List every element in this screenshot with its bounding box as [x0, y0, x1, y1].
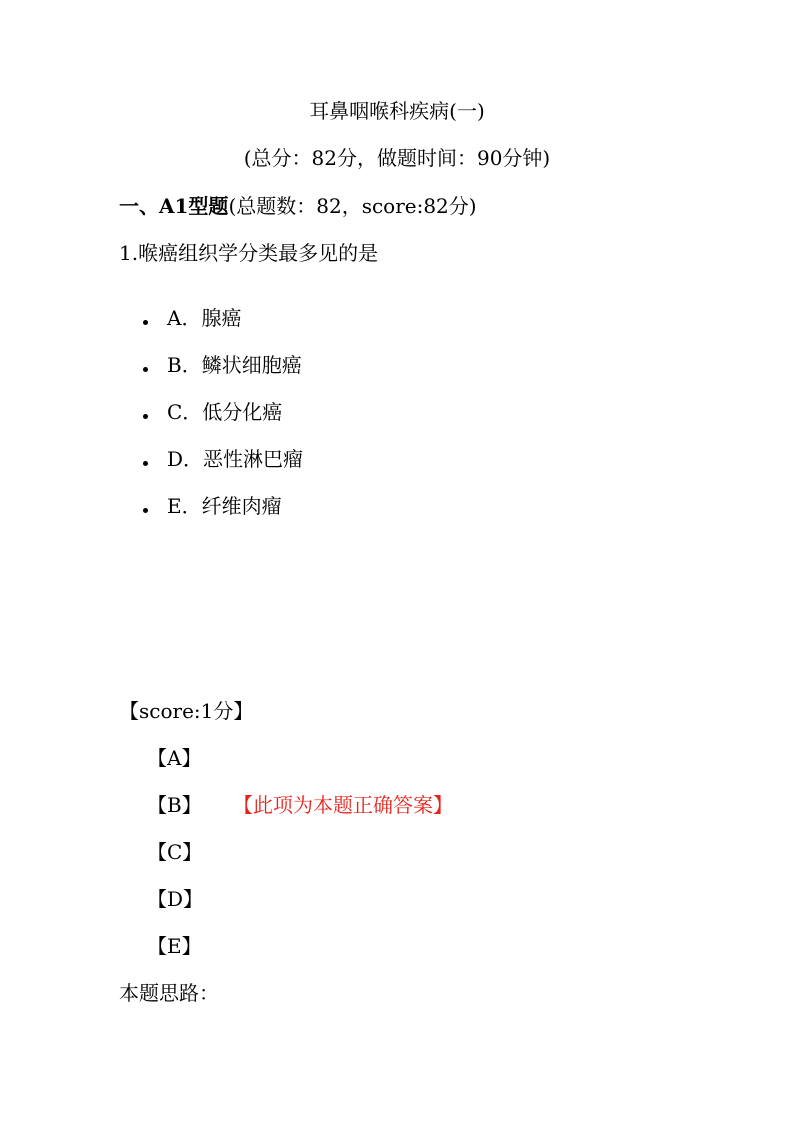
answer-row-d — [147, 889, 203, 936]
answer-key: 【C】 — [147, 840, 203, 864]
answer-list — [147, 746, 453, 983]
document-subtitle: (总分：82分，做题时间：90分钟) — [243, 146, 551, 170]
option-item-b — [143, 355, 303, 402]
option-item-d — [143, 449, 303, 496]
bullet-icon — [143, 414, 148, 419]
option-list — [143, 308, 303, 543]
option-label: C．低分化癌 — [167, 400, 283, 424]
answer-key: 【A】 — [147, 746, 202, 770]
option-item-c — [143, 402, 303, 449]
answer-key: 【B】 — [147, 793, 202, 817]
option-label: E．纤维肉瘤 — [167, 494, 282, 518]
answer-row-c — [147, 842, 203, 889]
option-label: A．腺癌 — [167, 306, 242, 330]
section-heading — [119, 196, 477, 216]
answer-key: 【D】 — [147, 887, 204, 911]
section-heading-info: (总题数：82，score:82分) — [228, 194, 477, 218]
question-score: 【score:1分】 — [119, 699, 254, 723]
answer-key: 【E】 — [147, 934, 202, 958]
option-label: D．恶性淋巴瘤 — [167, 447, 304, 471]
question-text: 1.喉癌组织学分类最多见的是 — [119, 241, 379, 265]
explanation-label: 本题思路： — [119, 981, 219, 1005]
bullet-icon — [143, 320, 148, 325]
option-item-e — [143, 496, 303, 543]
bullet-icon — [143, 367, 148, 372]
answer-row-b — [147, 793, 453, 842]
option-label: B．鳞状细胞癌 — [167, 353, 302, 377]
document-title: 耳鼻咽喉科疾病(一) — [309, 99, 485, 123]
bullet-icon — [143, 508, 148, 513]
bullet-icon — [143, 461, 148, 466]
section-heading-type: 一、A1型题 — [119, 194, 229, 218]
option-item-a — [143, 308, 303, 355]
answer-row-a — [147, 748, 203, 795]
correct-answer-marker: 【此项为本题正确答案】 — [233, 793, 453, 817]
answer-row-e — [147, 936, 203, 983]
